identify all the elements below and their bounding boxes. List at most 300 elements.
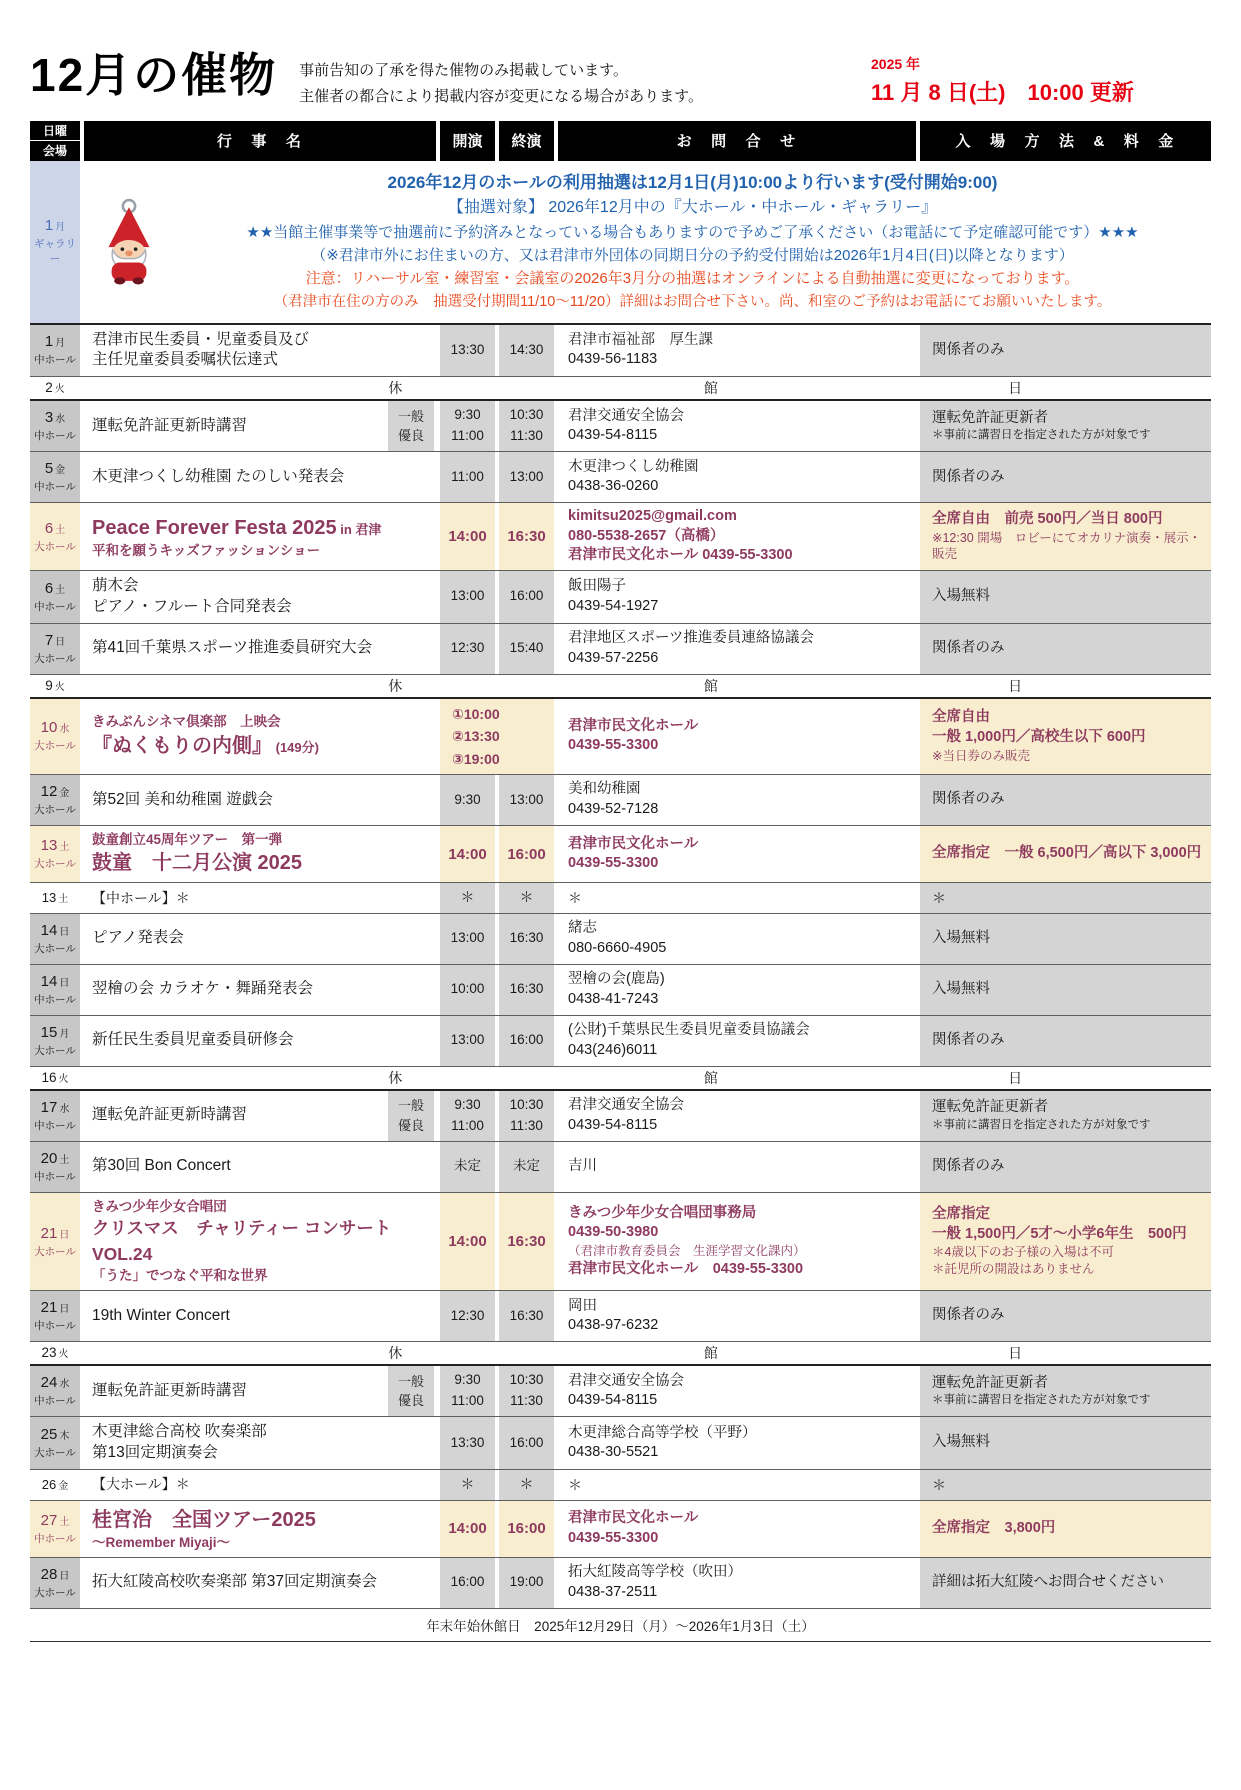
date-label	[45, 379, 65, 397]
end-time-cell	[499, 503, 554, 570]
venue-label: 中ホール	[34, 1532, 76, 1545]
contact-line: 緒志	[568, 920, 597, 937]
closed-row	[30, 1342, 1211, 1366]
event-name-line: 平和を願うキッズファッションショー	[92, 542, 321, 558]
date-weekday: 日	[59, 977, 70, 989]
column-header-venue: 会場	[42, 144, 67, 159]
event-name-cell	[84, 571, 436, 623]
end-time: 16:30	[507, 528, 546, 546]
start-time-cell	[440, 571, 495, 623]
event-name	[92, 831, 434, 877]
event-name-line: 木更津総合高校 吹奏楽部	[92, 1423, 267, 1441]
date-weekday: 日	[55, 636, 66, 648]
notice-line: 注意：リハーサル室・練習室・会議室の2026年3月分の抽選はオンラインによる自動抽選に変更になっております。	[305, 270, 1080, 288]
start-time-cell	[440, 503, 495, 570]
date-weekday: 金	[59, 788, 70, 800]
end-time: 10:30	[509, 1372, 544, 1388]
start-time-cell	[440, 1016, 495, 1066]
event-name-line: 翌檜の会 カラオケ・舞踊発表会	[92, 980, 313, 998]
showtime: ②13:30	[452, 728, 500, 745]
fee-cell	[920, 325, 1211, 377]
start-time-cell	[440, 1417, 495, 1469]
end-time-cell	[499, 401, 554, 451]
start-time-cell	[440, 624, 495, 674]
contact-cell	[558, 452, 916, 502]
contact-cell	[558, 1091, 916, 1141]
start-time: 13:00	[450, 930, 485, 946]
end-time-cell	[499, 914, 554, 964]
venue-label: 大ホール	[34, 858, 76, 871]
event-name-line: 新任民生委員児童委員研修会	[92, 1031, 294, 1049]
fee-line: ※12:30 開場 ロビーにてオカリナ演奏・展示・販売	[932, 530, 1202, 562]
contact-line: 君津市民文化ホール	[568, 1510, 699, 1527]
license-class-label: 一般	[397, 408, 424, 424]
start-time-cell	[440, 965, 495, 1015]
contact-cell	[558, 1417, 916, 1469]
date-label	[41, 1374, 70, 1392]
date-label	[41, 1150, 70, 1168]
fee-line: 入場無料	[932, 588, 990, 605]
date-label	[41, 1344, 68, 1362]
venue-label: 中ホール	[34, 354, 76, 367]
event-name-line: 第13回定期演奏会	[92, 1444, 218, 1462]
venue-label: 中ホール	[34, 993, 76, 1006]
fee-line: ＊事前に講習日を指定された方が対象です	[932, 1394, 1151, 1407]
date-number: 25	[40, 1426, 58, 1444]
contact-line: 君津市福祉部 厚生課	[568, 331, 713, 348]
end-time: 16:00	[509, 1032, 544, 1048]
closed-day-char: 館	[703, 1345, 718, 1362]
end-time: 16:00	[507, 845, 546, 863]
date-number: 16	[41, 1069, 57, 1085]
event-name-cell	[84, 1501, 436, 1557]
notice-line: （君津市在住の方のみ 抽選受付期間11/10～11/20）詳細はお問合せ下さい。尚、和室のご予約はお電話にてお願いいたします。	[273, 293, 1112, 310]
event-name-cell	[84, 883, 436, 913]
event-row	[30, 452, 1211, 503]
notice-line: （※君津市外にお住まいの方、又は君津市外団体の同期日分の予約受付開始は2026年1月4日(日)以降となります）	[311, 247, 1074, 265]
fee-line: ※当日券のみ販売	[932, 748, 1030, 763]
end-time-cell	[499, 624, 554, 674]
event-name-line: ピアノ・フルート合同発表会	[92, 597, 292, 615]
start-time-cell	[440, 1091, 495, 1141]
fee-cell	[920, 1366, 1211, 1416]
event-name	[92, 1156, 434, 1177]
venue-label: 大ホール	[34, 540, 76, 553]
event-name-line: 【中ホール】＊	[92, 889, 190, 906]
event-name	[92, 467, 434, 488]
event-name-line: きみつ少年少女合唱団	[92, 1198, 227, 1214]
date-weekday: 水	[55, 414, 66, 426]
event-name	[92, 1572, 434, 1593]
contact-cell	[558, 1016, 916, 1066]
license-class-label: 優良	[397, 428, 424, 444]
updated-year: 2025 年	[871, 56, 921, 72]
event-name-cell	[84, 1558, 436, 1608]
date-number: 20	[40, 1149, 58, 1167]
license-class-labels	[388, 401, 434, 451]
date-weekday: 土	[59, 1516, 70, 1528]
event-name-cell	[84, 401, 436, 451]
venue-label: 中ホール	[34, 1170, 76, 1183]
event-row	[30, 775, 1211, 826]
contact-cell	[558, 1558, 916, 1608]
end-time: 16:30	[507, 1232, 546, 1250]
fee-cell: ＊	[920, 1470, 1211, 1500]
event-name-line: ～Remember Miyaji～	[92, 1534, 231, 1550]
fee-cell	[920, 914, 1211, 964]
date-cell	[30, 1417, 80, 1469]
date-number: 13	[40, 837, 58, 855]
date-cell	[30, 571, 80, 623]
event-name-line-tail: in 君津	[336, 521, 382, 537]
fee-cell	[920, 1558, 1211, 1608]
start-time-cell: ＊	[440, 883, 495, 913]
start-time: 13:00	[450, 1032, 485, 1048]
venue-label: 大ホール	[34, 740, 76, 753]
date-cell	[30, 1091, 80, 1141]
contact-cell	[558, 1291, 916, 1341]
start-time: 12:30	[450, 1307, 485, 1323]
date-label	[41, 922, 70, 940]
showtime: ③19:00	[452, 750, 500, 767]
date-number: 5	[44, 460, 54, 478]
end-time: 14:30	[509, 341, 544, 357]
event-name	[92, 1030, 434, 1051]
fee-line: ＊4歳以下のお子様の入場は不可	[932, 1245, 1114, 1260]
event-row	[30, 1091, 1211, 1142]
event-name-cell	[84, 1417, 436, 1469]
contact-line: きみつ少年少女合唱団事務局	[568, 1204, 757, 1221]
start-time: 14:00	[448, 1232, 487, 1250]
fee-cell	[920, 965, 1211, 1015]
event-row	[30, 571, 1211, 624]
date-cell	[30, 1366, 80, 1416]
closed-day-char: 日	[1008, 677, 1023, 694]
date-weekday: 木	[59, 1431, 70, 1443]
license-class-labels	[388, 1366, 434, 1416]
event-name-cell	[84, 1091, 436, 1141]
date-label	[41, 837, 70, 855]
event-name-line: 拓大紅陵高校吹奏楽部 第37回定期演奏会	[92, 1573, 378, 1591]
date-weekday: 水	[59, 1379, 70, 1391]
date-cell	[30, 699, 80, 774]
closed-day-char: 休	[388, 1345, 403, 1362]
event-name-line: 第52回 美和幼稚園 遊戯会	[92, 790, 273, 808]
event-name	[92, 638, 434, 659]
contact-cell	[558, 1142, 916, 1192]
date-label	[41, 973, 70, 991]
event-name	[92, 1381, 388, 1402]
lottery-notice-lines	[180, 170, 1205, 313]
date-weekday: 日	[59, 1304, 70, 1316]
event-row	[30, 914, 1211, 965]
event-name-line: 19th Winter Concert	[92, 1306, 230, 1324]
column-header-date-venue	[30, 121, 80, 161]
contact-line: 0439-54-1927	[568, 597, 659, 614]
event-name	[92, 1422, 434, 1464]
updated-date: 11 月 8 日(土) 10:00 更新	[871, 80, 1134, 105]
fee-cell	[920, 1193, 1211, 1290]
event-name-cell	[84, 503, 436, 570]
contact-cell	[558, 699, 916, 774]
fee-cell	[920, 699, 1211, 774]
start-time: 13:30	[450, 341, 485, 357]
start-time: 11:00	[451, 1117, 484, 1133]
event-name	[92, 790, 434, 811]
end-time-cell	[499, 826, 554, 882]
date-weekday: 金	[58, 1480, 69, 1492]
date-cell	[30, 826, 80, 882]
event-name	[92, 889, 434, 908]
venue-label: 中ホール	[34, 600, 76, 613]
start-time-cell	[440, 914, 495, 964]
fee-line: 関係者のみ	[932, 1158, 1005, 1175]
fee-line: 運転免許証更新者	[932, 409, 1048, 426]
date-number: 6	[44, 519, 54, 537]
contact-cell	[558, 914, 916, 964]
venue-label: 大ホール	[34, 1044, 76, 1057]
column-header-event-name: 行 事 名	[84, 121, 436, 161]
fee-cell	[920, 1291, 1211, 1341]
start-time: 未定	[454, 1158, 481, 1174]
event-table-body	[30, 325, 1211, 1609]
date-weekday: 火	[54, 384, 65, 396]
start-time-cell	[440, 452, 495, 502]
contact-line: 0439-55-3300	[568, 1529, 659, 1546]
contact-line: 君津交通安全協会	[568, 1097, 684, 1114]
page-title: 12月の催物	[30, 49, 278, 101]
venue-label: 中ホール	[34, 1320, 76, 1333]
event-name	[92, 1198, 434, 1285]
closed-day-char: 館	[703, 380, 718, 397]
date-number: 23	[41, 1345, 57, 1361]
end-time: 11:30	[510, 428, 543, 444]
date-label	[41, 1024, 70, 1042]
date-label	[45, 520, 65, 538]
date-cell	[30, 1470, 80, 1500]
closed-row	[30, 377, 1211, 401]
fee-line: 入場無料	[932, 1434, 990, 1451]
event-name	[92, 713, 434, 759]
contact-line: 吉川	[568, 1158, 597, 1175]
column-header-fee: 入 場 方 法 & 料 金	[920, 121, 1211, 161]
fee-line: 詳細は拓大紅陵へお問合せください	[932, 1574, 1164, 1591]
contact-line: 拓大紅陵高等学校（吹田）	[568, 1564, 742, 1581]
date-number: 26	[41, 1476, 57, 1492]
start-time-cell	[440, 775, 495, 825]
event-row	[30, 965, 1211, 1016]
date-number: 15	[40, 1023, 58, 1041]
contact-cell: ＊	[558, 883, 916, 913]
event-row	[30, 624, 1211, 675]
column-header-date: 日曜	[30, 121, 80, 142]
start-time-cell	[440, 1142, 495, 1192]
date-cell	[30, 1501, 80, 1557]
contact-line: 043(246)6011	[568, 1041, 658, 1058]
contact-line: 0439-50-3980	[568, 1224, 659, 1241]
fee-line: 全席指定 3,800円	[932, 1520, 1056, 1536]
date-number: 6	[44, 579, 54, 597]
date-cell	[30, 775, 80, 825]
closed-day-char: 休	[388, 1069, 403, 1086]
date-label	[42, 889, 68, 907]
date-label	[41, 1069, 68, 1087]
closed-day-label	[84, 377, 1211, 399]
license-class-labels	[388, 1091, 434, 1141]
date-cell	[30, 883, 80, 913]
end-time: 16:30	[509, 930, 544, 946]
start-time: 14:00	[448, 845, 487, 863]
notice-line: 【抽選対象】 2026年12月中の『大ホール・中ホール・ギャラリー』	[447, 199, 938, 217]
venue-label: 大ホール	[34, 942, 76, 955]
contact-cell	[558, 401, 916, 451]
date-number: 14	[40, 972, 58, 990]
event-name	[92, 928, 434, 949]
start-time-cell	[440, 826, 495, 882]
venue-label: 大ホール	[34, 1245, 76, 1258]
contact-line: 080-6660-4905	[568, 939, 667, 956]
end-time: 16:30	[509, 1307, 544, 1323]
event-name	[92, 330, 434, 372]
end-time-cell	[499, 1016, 554, 1066]
date-label	[41, 1566, 70, 1584]
fee-line: 関係者のみ	[932, 1032, 1005, 1049]
date-number: 3	[44, 409, 54, 427]
fee-cell	[920, 775, 1211, 825]
contact-line: 0439-55-3300	[568, 737, 659, 754]
date-label	[45, 217, 65, 235]
start-time: 10:00	[450, 981, 485, 997]
date-label	[42, 1476, 68, 1494]
end-time-cell	[499, 452, 554, 502]
date-number: 7	[44, 631, 54, 649]
event-name-cell	[84, 1291, 436, 1341]
lottery-notice-body	[84, 161, 1211, 323]
date-weekday: 月	[55, 338, 66, 350]
date-number: 17	[40, 1098, 58, 1116]
event-row	[30, 1016, 1211, 1067]
start-time-cell	[440, 1291, 495, 1341]
fee-line: 関係者のみ	[932, 791, 1005, 808]
event-name	[92, 979, 434, 1000]
date-number: 1	[44, 333, 54, 351]
start-time: 9:30	[454, 407, 481, 423]
contact-line: 0438-97-6232	[568, 1317, 659, 1334]
event-name-line: 桂宮治 全国ツアー2025	[92, 1508, 316, 1531]
contact-line: 飯田陽子	[568, 578, 626, 595]
event-row	[30, 1142, 1211, 1193]
date-number: 2	[45, 380, 53, 396]
date-weekday: 火	[54, 681, 65, 693]
date-cell	[30, 503, 80, 570]
event-name-line: 鼓童 十二月公演 2025	[92, 852, 303, 875]
fee-line: 入場無料	[932, 930, 990, 947]
end-time-cell	[499, 965, 554, 1015]
event-row	[30, 1558, 1211, 1609]
closed-row	[30, 1067, 1211, 1091]
date-label	[45, 580, 65, 598]
contact-line: 0439-57-2256	[568, 649, 659, 666]
start-time-cell	[440, 325, 495, 377]
event-name-line: 第30回 Bon Concert	[92, 1157, 231, 1175]
showtime: ①10:00	[452, 705, 500, 722]
showtimes-cell	[440, 699, 554, 774]
fee-line: ＊事前に講習日を指定された方が対象です	[932, 429, 1151, 442]
contact-line: 岡田	[568, 1297, 597, 1314]
date-label	[41, 1299, 70, 1317]
contact-line: (公財)千葉県民生委員児童委員協議会	[568, 1022, 810, 1039]
event-name	[92, 576, 434, 618]
fee-cell	[920, 1417, 1211, 1469]
event-name-cell	[84, 826, 436, 882]
date-weekday: 日	[59, 1570, 70, 1582]
date-cell	[30, 1342, 80, 1364]
end-time-cell	[499, 1558, 554, 1608]
event-name-line: クリスマス チャリティー コンサート VOL.24	[92, 1218, 392, 1264]
year-end-closure-note: 年末年始休館日 2025年12月29日（月）～2026年1月3日（土）	[30, 1609, 1211, 1642]
event-name-line: ピアノ発表会	[92, 929, 184, 947]
event-name-cell	[84, 624, 436, 674]
venue-label: 大ホール	[34, 804, 76, 817]
date-label	[41, 1099, 70, 1117]
contact-line: 0439-55-3300	[568, 855, 659, 872]
contact-line: 君津交通安全協会	[568, 407, 684, 424]
date-number: 12	[40, 783, 58, 801]
closed-day-label	[84, 1342, 1211, 1364]
contact-line: 君津市民文化ホール 0439-55-3300	[568, 1260, 804, 1277]
start-time: 13:30	[450, 1434, 485, 1450]
event-name-cell	[84, 965, 436, 1015]
closed-day-char: 館	[703, 1069, 718, 1086]
closed-day-char: 休	[388, 380, 403, 397]
fee-line: 関係者のみ	[932, 468, 1005, 485]
date-weekday: 日	[59, 926, 70, 938]
closed-day-char: 日	[1008, 1345, 1023, 1362]
date-number: 21	[40, 1224, 58, 1242]
contact-line: 0438-41-7243	[568, 990, 659, 1007]
contact-line: 美和幼稚園	[568, 781, 641, 798]
end-time: 未定	[513, 1158, 540, 1174]
event-name-line: 木更津つくし幼稚園 たのしい発表会	[92, 467, 345, 485]
venue-label: 大ホール	[34, 652, 76, 665]
fee-cell	[920, 826, 1211, 882]
header-note-line1: 事前告知の了承を得た催物のみ掲載しています。	[299, 62, 628, 79]
contact-line: 0439-54-8115	[568, 427, 658, 444]
date-cell	[30, 401, 80, 451]
date-weekday: 月	[59, 1028, 70, 1040]
contact-line: 0438-36-0260	[568, 478, 659, 495]
venue-label: 中ホール	[34, 1119, 76, 1132]
end-time-cell: ＊	[499, 883, 554, 913]
start-time-cell	[440, 1366, 495, 1416]
column-header-start: 開演	[440, 121, 495, 161]
end-time: 15:40	[509, 640, 544, 656]
contact-cell	[558, 1366, 916, 1416]
contact-line: 君津交通安全協会	[568, 1372, 684, 1389]
event-name-cell	[84, 452, 436, 502]
contact-cell	[558, 1193, 916, 1290]
contact-line: 君津市民文化ホール	[568, 717, 699, 734]
date-cell	[30, 1558, 80, 1608]
start-time: 11:00	[451, 1393, 484, 1409]
event-name-line: 主任児童委員委嘱状伝達式	[92, 351, 279, 369]
date-label	[45, 460, 65, 478]
fee-line: 全席自由	[932, 709, 990, 726]
header-note-line2: 主催者の都合により掲載内容が変更になる場合があります。	[299, 88, 703, 106]
end-time-cell	[499, 1291, 554, 1341]
event-row	[30, 325, 1211, 378]
start-time: 11:00	[451, 428, 484, 444]
